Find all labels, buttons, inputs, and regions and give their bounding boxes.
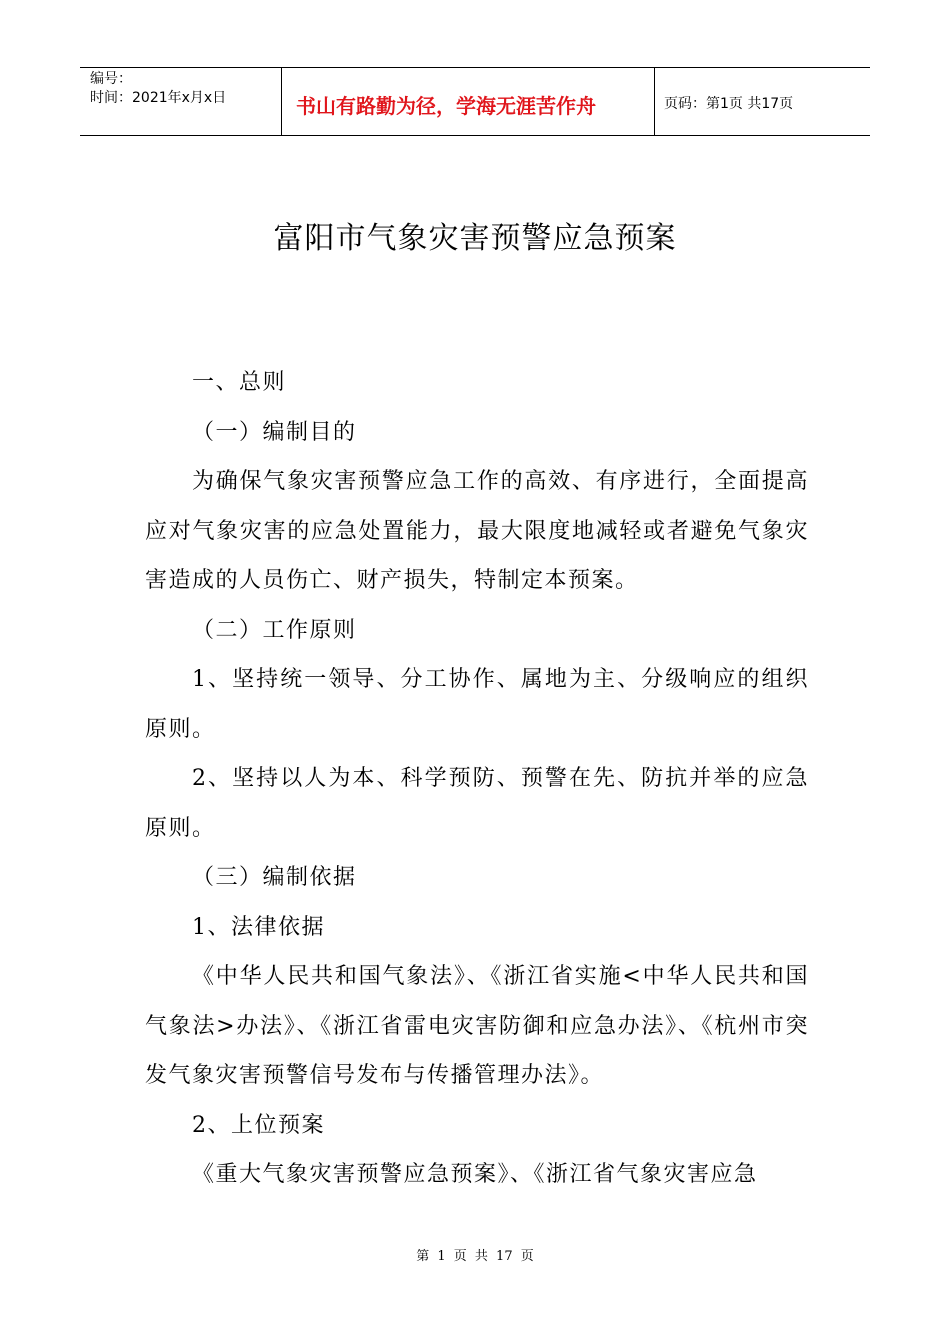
section-heading: 一、总则: [192, 370, 287, 395]
header-motto: 书山有路勤为径，学海无涯苦作舟: [296, 94, 596, 118]
header-divider: [654, 67, 655, 136]
body-paragraph: 《重大气象灾害预警应急预案》、《浙江省气象灾害应急: [192, 1162, 758, 1187]
subsection-heading: （二）工作原则: [192, 617, 357, 643]
header-divider: [281, 67, 282, 136]
document-body: [145, 358, 809, 1200]
document-time-label: 时间：2021年x月x日: [90, 90, 227, 106]
body-paragraph: 为确保气象灾害预警应急工作的高效、有序进行，全面提高应对气象灾害的应急处置能力，最大限度地减轻或者避免气象灾害造成的人员伤亡、财产损失，特制定本预案。: [145, 469, 809, 593]
document-number-label: 编号：: [90, 71, 132, 87]
header-bottom-rule: [80, 135, 870, 136]
subsection-heading: （一）编制目的: [192, 419, 357, 445]
page-footer: 第 1 页 共 17 页: [416, 1249, 534, 1264]
item-heading: 2、上位预案: [192, 1112, 325, 1138]
body-paragraph: 1、坚持统一领导、分工协作、属地为主、分级响应的组织原则。: [145, 667, 809, 742]
header-page-info: 页码：第1页 共17页: [664, 96, 794, 112]
body-paragraph: 《中华人民共和国气象法》、《浙江省实施<中华人民共和国气象法>办法》、《浙江省雷电灾害防御和应急办法》、《杭州市突发气象灾害预警信号发布与传播管理办法》。: [145, 964, 809, 1088]
subsection-heading: （三）编制依据: [192, 865, 357, 890]
item-heading: 1、法律依据: [192, 914, 325, 940]
header-meta: [90, 70, 226, 108]
document-title: 富阳市气象灾害预警应急预案: [273, 221, 677, 256]
header-top-rule: [80, 67, 870, 68]
body-paragraph: 2、坚持以人为本、科学预防、预警在先、防抗并举的应急原则。: [145, 766, 809, 841]
